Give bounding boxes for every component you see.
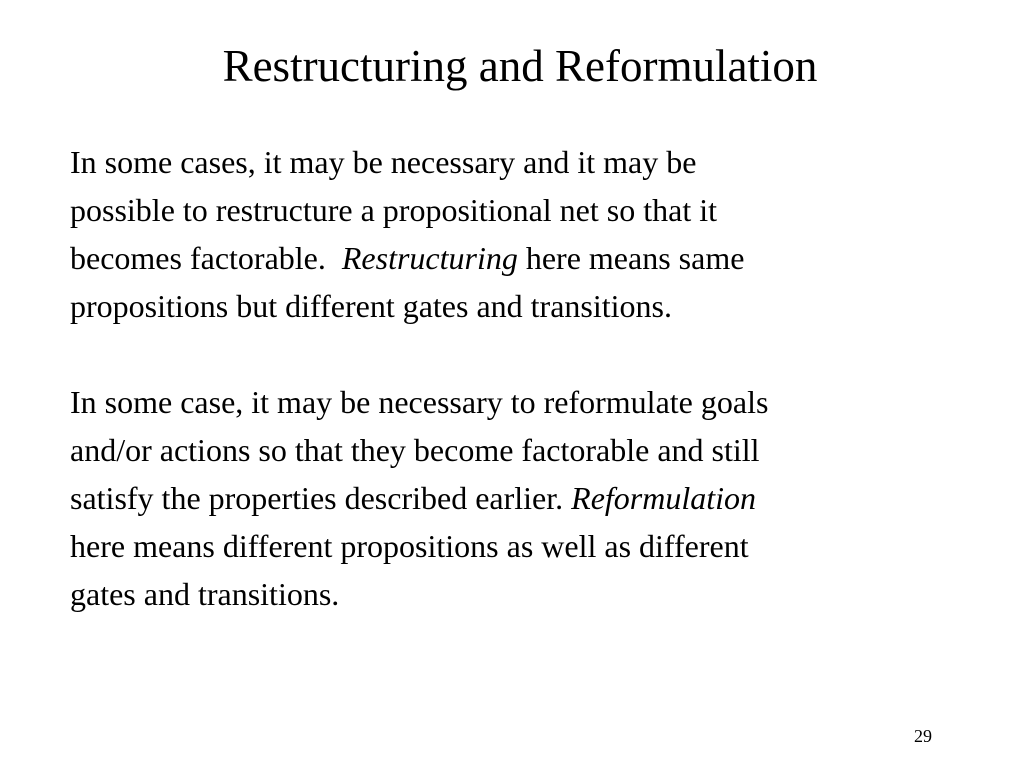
body-line: In some case, it may be necessary to reformulate goals [70,384,769,420]
paragraph-spacer [70,330,970,378]
page-number: 29 [914,726,932,746]
body-line [70,474,970,522]
line-text: satisfy the properties described earlier. [70,480,572,516]
line-text: becomes factorable. [70,240,342,276]
body-line: gates and transitions. [70,576,340,612]
slide-body [70,138,970,618]
body-line: possible to restructure a propositional net so that it [70,192,717,228]
body-line: here means different propositions as well as different [70,528,749,564]
body-line [70,234,970,282]
line-text: here means same [517,240,745,276]
body-line: propositions but different gates and transitions. [70,288,672,324]
body-line: In some cases, it may be necessary and it may be [70,144,697,180]
body-line: and/or actions so that they become factorable and still [70,432,760,468]
slide-title: Restructuring and Reformulation [222,41,818,91]
reformulation-term: Reformulation [571,480,757,516]
restructuring-paragraph [70,138,970,330]
restructuring-term: Restructuring [341,240,518,276]
reformulation-paragraph [70,378,970,618]
